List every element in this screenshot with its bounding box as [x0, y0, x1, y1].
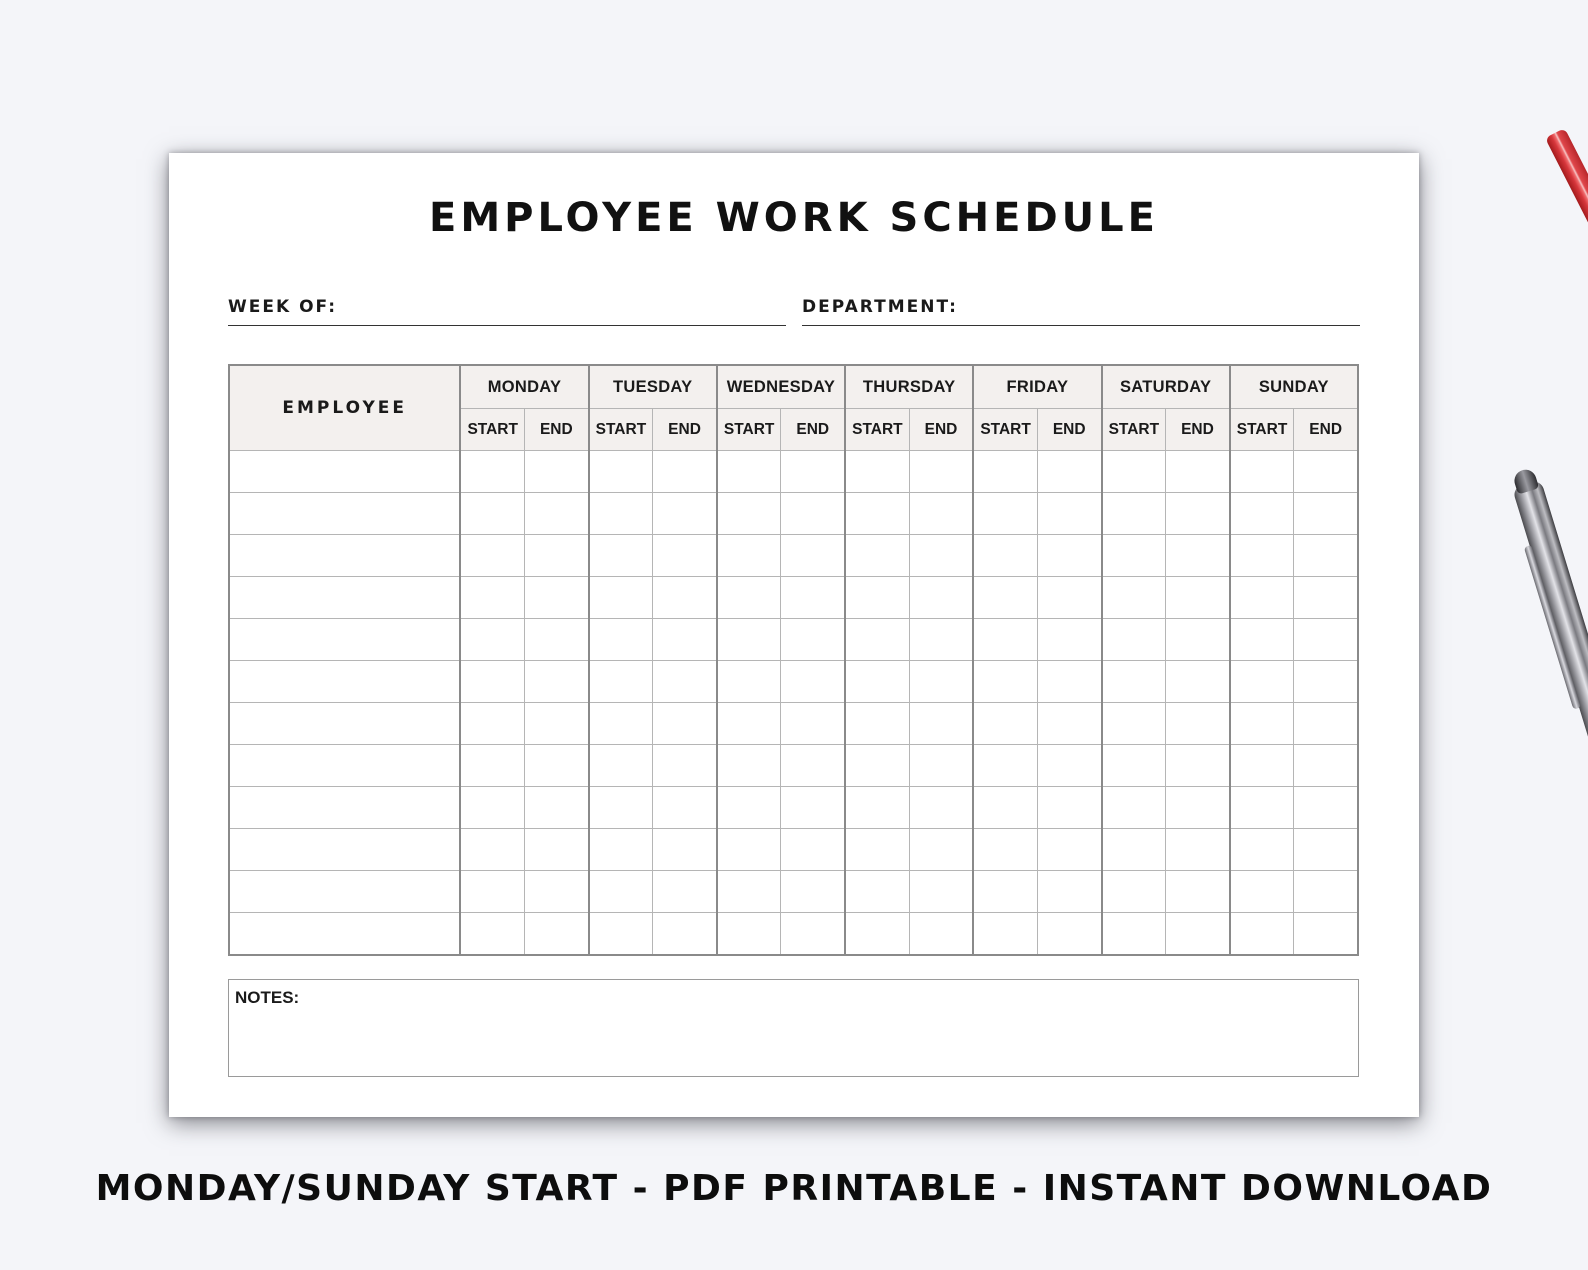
- start-time-cell[interactable]: [1230, 451, 1294, 493]
- start-time-cell[interactable]: [717, 493, 781, 535]
- end-time-cell[interactable]: [1037, 577, 1101, 619]
- start-time-cell[interactable]: [589, 745, 653, 787]
- start-time-cell[interactable]: [973, 535, 1037, 577]
- start-time-cell[interactable]: [973, 493, 1037, 535]
- end-time-cell[interactable]: [1037, 745, 1101, 787]
- start-time-cell[interactable]: [460, 703, 524, 745]
- start-time-cell[interactable]: [589, 871, 653, 913]
- start-time-cell[interactable]: [589, 787, 653, 829]
- day-header-saturday: SATURDAY: [1102, 365, 1230, 409]
- week-of-field[interactable]: [228, 289, 786, 326]
- day-header-friday: FRIDAY: [973, 365, 1101, 409]
- start-time-cell[interactable]: [845, 493, 909, 535]
- end-time-cell[interactable]: [653, 577, 717, 619]
- start-header: START: [973, 409, 1037, 451]
- end-time-cell[interactable]: [909, 745, 973, 787]
- end-time-cell[interactable]: [653, 661, 717, 703]
- start-time-cell[interactable]: [973, 871, 1037, 913]
- end-time-cell[interactable]: [1166, 535, 1230, 577]
- schedule-body: [229, 451, 1358, 956]
- end-time-cell[interactable]: [1294, 829, 1358, 871]
- end-header: END: [1294, 409, 1358, 451]
- end-time-cell[interactable]: [653, 703, 717, 745]
- end-time-cell[interactable]: [1166, 661, 1230, 703]
- end-time-cell[interactable]: [909, 577, 973, 619]
- start-time-cell[interactable]: [460, 661, 524, 703]
- start-time-cell[interactable]: [460, 745, 524, 787]
- end-time-cell[interactable]: [1166, 451, 1230, 493]
- start-time-cell[interactable]: [1230, 493, 1294, 535]
- start-time-cell[interactable]: [1230, 703, 1294, 745]
- notes-label: NOTES:: [235, 988, 300, 1007]
- day-header-thursday: THURSDAY: [845, 365, 973, 409]
- end-time-cell[interactable]: [781, 619, 845, 661]
- start-time-cell[interactable]: [845, 703, 909, 745]
- end-time-cell[interactable]: [781, 493, 845, 535]
- end-time-cell[interactable]: [909, 535, 973, 577]
- schedule-table: [228, 364, 1359, 956]
- end-time-cell[interactable]: [1166, 829, 1230, 871]
- end-time-cell[interactable]: [653, 535, 717, 577]
- end-time-cell[interactable]: [909, 829, 973, 871]
- end-header: END: [653, 409, 717, 451]
- page-title: EMPLOYEE WORK SCHEDULE: [429, 195, 1159, 241]
- start-time-cell[interactable]: [460, 577, 524, 619]
- pen-clip: [1524, 545, 1581, 710]
- employee-name-cell[interactable]: [229, 493, 460, 535]
- start-time-cell[interactable]: [845, 913, 909, 956]
- end-time-cell[interactable]: [653, 493, 717, 535]
- start-time-cell[interactable]: [1102, 661, 1166, 703]
- end-time-cell[interactable]: [1037, 451, 1101, 493]
- end-time-cell[interactable]: [1037, 913, 1101, 956]
- start-time-cell[interactable]: [717, 619, 781, 661]
- start-time-cell[interactable]: [845, 451, 909, 493]
- start-time-cell[interactable]: [973, 619, 1037, 661]
- start-time-cell[interactable]: [973, 703, 1037, 745]
- start-time-cell[interactable]: [717, 829, 781, 871]
- start-time-cell[interactable]: [973, 661, 1037, 703]
- start-time-cell[interactable]: [845, 829, 909, 871]
- end-time-cell[interactable]: [781, 787, 845, 829]
- end-time-cell[interactable]: [781, 871, 845, 913]
- start-time-cell[interactable]: [717, 577, 781, 619]
- start-time-cell[interactable]: [717, 871, 781, 913]
- end-time-cell[interactable]: [1037, 703, 1101, 745]
- end-time-cell[interactable]: [781, 745, 845, 787]
- end-time-cell[interactable]: [525, 661, 589, 703]
- end-time-cell[interactable]: [1294, 451, 1358, 493]
- end-time-cell[interactable]: [781, 661, 845, 703]
- end-time-cell[interactable]: [1037, 493, 1101, 535]
- start-time-cell[interactable]: [973, 745, 1037, 787]
- start-time-cell[interactable]: [1102, 913, 1166, 956]
- table-row: [229, 577, 1358, 619]
- end-time-cell[interactable]: [909, 661, 973, 703]
- end-time-cell[interactable]: [525, 703, 589, 745]
- end-time-cell[interactable]: [1166, 913, 1230, 956]
- silver-pen: [1512, 479, 1588, 966]
- start-time-cell[interactable]: [717, 703, 781, 745]
- start-time-cell[interactable]: [589, 913, 653, 956]
- start-time-cell[interactable]: [717, 787, 781, 829]
- start-time-cell[interactable]: [717, 661, 781, 703]
- end-time-cell[interactable]: [781, 535, 845, 577]
- employee-name-cell[interactable]: [229, 577, 460, 619]
- end-header: END: [781, 409, 845, 451]
- end-time-cell[interactable]: [525, 535, 589, 577]
- end-time-cell[interactable]: [909, 913, 973, 956]
- start-time-cell[interactable]: [460, 913, 524, 956]
- red-marker: [1545, 128, 1588, 423]
- start-header: START: [1102, 409, 1166, 451]
- day-header-sunday: SUNDAY: [1230, 365, 1358, 409]
- end-time-cell[interactable]: [1037, 535, 1101, 577]
- start-time-cell[interactable]: [973, 829, 1037, 871]
- end-time-cell[interactable]: [781, 913, 845, 956]
- start-time-cell[interactable]: [717, 913, 781, 956]
- start-time-cell[interactable]: [460, 493, 524, 535]
- end-time-cell[interactable]: [1037, 787, 1101, 829]
- start-time-cell[interactable]: [589, 535, 653, 577]
- end-time-cell[interactable]: [653, 619, 717, 661]
- end-time-cell[interactable]: [1294, 703, 1358, 745]
- day-header-tuesday: TUESDAY: [589, 365, 717, 409]
- start-time-cell[interactable]: [1102, 535, 1166, 577]
- start-time-cell[interactable]: [845, 787, 909, 829]
- start-time-cell[interactable]: [973, 913, 1037, 956]
- start-time-cell[interactable]: [973, 577, 1037, 619]
- table-row: [229, 703, 1358, 745]
- end-time-cell[interactable]: [1294, 913, 1358, 956]
- end-time-cell[interactable]: [1166, 493, 1230, 535]
- start-time-cell[interactable]: [1230, 871, 1294, 913]
- end-time-cell[interactable]: [1294, 535, 1358, 577]
- end-time-cell[interactable]: [909, 871, 973, 913]
- start-time-cell[interactable]: [460, 871, 524, 913]
- end-time-cell[interactable]: [781, 451, 845, 493]
- end-time-cell[interactable]: [653, 871, 717, 913]
- start-time-cell[interactable]: [1102, 787, 1166, 829]
- end-time-cell[interactable]: [909, 493, 973, 535]
- employee-name-cell[interactable]: [229, 451, 460, 493]
- start-time-cell[interactable]: [717, 535, 781, 577]
- employee-name-cell[interactable]: [229, 703, 460, 745]
- end-time-cell[interactable]: [653, 829, 717, 871]
- end-time-cell[interactable]: [525, 787, 589, 829]
- start-time-cell[interactable]: [845, 535, 909, 577]
- pen-tip: [1512, 467, 1539, 494]
- product-caption: MONDAY/SUNDAY START - PDF PRINTABLE - INSTANT DOWNLOAD: [95, 1168, 1493, 1209]
- start-time-cell[interactable]: [1230, 535, 1294, 577]
- start-time-cell[interactable]: [845, 745, 909, 787]
- end-time-cell[interactable]: [1166, 703, 1230, 745]
- table-row: [229, 871, 1358, 913]
- week-of-label: WEEK OF:: [228, 297, 338, 317]
- end-header: END: [1037, 409, 1101, 451]
- employee-name-cell[interactable]: [229, 745, 460, 787]
- employee-column-header: EMPLOYEE: [229, 365, 460, 451]
- start-time-cell[interactable]: [589, 829, 653, 871]
- end-header: END: [1166, 409, 1230, 451]
- end-time-cell[interactable]: [1294, 619, 1358, 661]
- start-time-cell[interactable]: [1102, 871, 1166, 913]
- start-time-cell[interactable]: [1230, 745, 1294, 787]
- start-time-cell[interactable]: [589, 493, 653, 535]
- end-time-cell[interactable]: [1037, 871, 1101, 913]
- end-time-cell[interactable]: [525, 745, 589, 787]
- end-time-cell[interactable]: [1294, 493, 1358, 535]
- table-row: [229, 451, 1358, 493]
- start-time-cell[interactable]: [717, 451, 781, 493]
- end-time-cell[interactable]: [1166, 871, 1230, 913]
- day-header-monday: MONDAY: [460, 365, 588, 409]
- end-time-cell[interactable]: [909, 451, 973, 493]
- end-time-cell[interactable]: [653, 451, 717, 493]
- table-row: [229, 493, 1358, 535]
- end-time-cell[interactable]: [653, 787, 717, 829]
- employee-name-cell[interactable]: [229, 871, 460, 913]
- start-time-cell[interactable]: [460, 619, 524, 661]
- start-time-cell[interactable]: [1102, 451, 1166, 493]
- end-time-cell[interactable]: [653, 745, 717, 787]
- start-time-cell[interactable]: [460, 829, 524, 871]
- end-time-cell[interactable]: [1294, 745, 1358, 787]
- end-time-cell[interactable]: [1166, 577, 1230, 619]
- end-time-cell[interactable]: [909, 703, 973, 745]
- employee-name-cell[interactable]: [229, 829, 460, 871]
- table-row: [229, 535, 1358, 577]
- start-header: START: [1230, 409, 1294, 451]
- end-header: END: [909, 409, 973, 451]
- end-time-cell[interactable]: [1037, 661, 1101, 703]
- employee-name-cell[interactable]: [229, 535, 460, 577]
- end-header: END: [525, 409, 589, 451]
- table-row: [229, 829, 1358, 871]
- table-row: [229, 745, 1358, 787]
- start-time-cell[interactable]: [589, 577, 653, 619]
- start-time-cell[interactable]: [1102, 493, 1166, 535]
- start-time-cell[interactable]: [589, 619, 653, 661]
- end-time-cell[interactable]: [1166, 787, 1230, 829]
- start-time-cell[interactable]: [845, 577, 909, 619]
- end-time-cell[interactable]: [653, 913, 717, 956]
- end-time-cell[interactable]: [781, 577, 845, 619]
- start-time-cell[interactable]: [973, 451, 1037, 493]
- end-time-cell[interactable]: [1294, 577, 1358, 619]
- end-time-cell[interactable]: [1166, 619, 1230, 661]
- end-time-cell[interactable]: [525, 493, 589, 535]
- table-row: [229, 913, 1358, 956]
- start-time-cell[interactable]: [1230, 829, 1294, 871]
- department-label: DEPARTMENT:: [802, 297, 958, 317]
- employee-name-cell[interactable]: [229, 913, 460, 956]
- end-time-cell[interactable]: [1037, 829, 1101, 871]
- end-time-cell[interactable]: [525, 451, 589, 493]
- start-header: START: [589, 409, 653, 451]
- schedule-sheet: [169, 153, 1419, 1117]
- end-time-cell[interactable]: [525, 619, 589, 661]
- table-row: [229, 619, 1358, 661]
- start-time-cell[interactable]: [717, 745, 781, 787]
- table-row: [229, 661, 1358, 703]
- start-time-cell[interactable]: [460, 787, 524, 829]
- end-time-cell[interactable]: [525, 913, 589, 956]
- end-time-cell[interactable]: [1294, 871, 1358, 913]
- end-time-cell[interactable]: [909, 619, 973, 661]
- start-time-cell[interactable]: [1230, 619, 1294, 661]
- end-time-cell[interactable]: [525, 829, 589, 871]
- day-header-wednesday: WEDNESDAY: [717, 365, 845, 409]
- start-time-cell[interactable]: [460, 535, 524, 577]
- start-time-cell[interactable]: [845, 619, 909, 661]
- start-time-cell[interactable]: [589, 451, 653, 493]
- start-time-cell[interactable]: [460, 451, 524, 493]
- start-time-cell[interactable]: [1230, 787, 1294, 829]
- table-row: [229, 787, 1358, 829]
- start-time-cell[interactable]: [973, 787, 1037, 829]
- start-time-cell[interactable]: [1230, 661, 1294, 703]
- start-header: START: [717, 409, 781, 451]
- start-time-cell[interactable]: [589, 703, 653, 745]
- start-time-cell[interactable]: [1102, 829, 1166, 871]
- employee-name-cell[interactable]: [229, 661, 460, 703]
- end-time-cell[interactable]: [1166, 745, 1230, 787]
- start-time-cell[interactable]: [1230, 913, 1294, 956]
- start-time-cell[interactable]: [845, 661, 909, 703]
- start-time-cell[interactable]: [589, 661, 653, 703]
- end-time-cell[interactable]: [1294, 787, 1358, 829]
- end-time-cell[interactable]: [525, 871, 589, 913]
- end-time-cell[interactable]: [781, 703, 845, 745]
- start-header: START: [845, 409, 909, 451]
- end-time-cell[interactable]: [1037, 619, 1101, 661]
- start-time-cell[interactable]: [1102, 745, 1166, 787]
- end-time-cell[interactable]: [781, 829, 845, 871]
- start-time-cell[interactable]: [1102, 619, 1166, 661]
- start-time-cell[interactable]: [845, 871, 909, 913]
- employee-name-cell[interactable]: [229, 787, 460, 829]
- end-time-cell[interactable]: [1294, 661, 1358, 703]
- end-time-cell[interactable]: [909, 787, 973, 829]
- start-time-cell[interactable]: [1230, 577, 1294, 619]
- employee-name-cell[interactable]: [229, 619, 460, 661]
- start-time-cell[interactable]: [1102, 577, 1166, 619]
- start-time-cell[interactable]: [1102, 703, 1166, 745]
- department-field[interactable]: [802, 289, 1360, 326]
- notes-box[interactable]: [228, 979, 1359, 1077]
- start-header: START: [460, 409, 524, 451]
- end-time-cell[interactable]: [525, 577, 589, 619]
